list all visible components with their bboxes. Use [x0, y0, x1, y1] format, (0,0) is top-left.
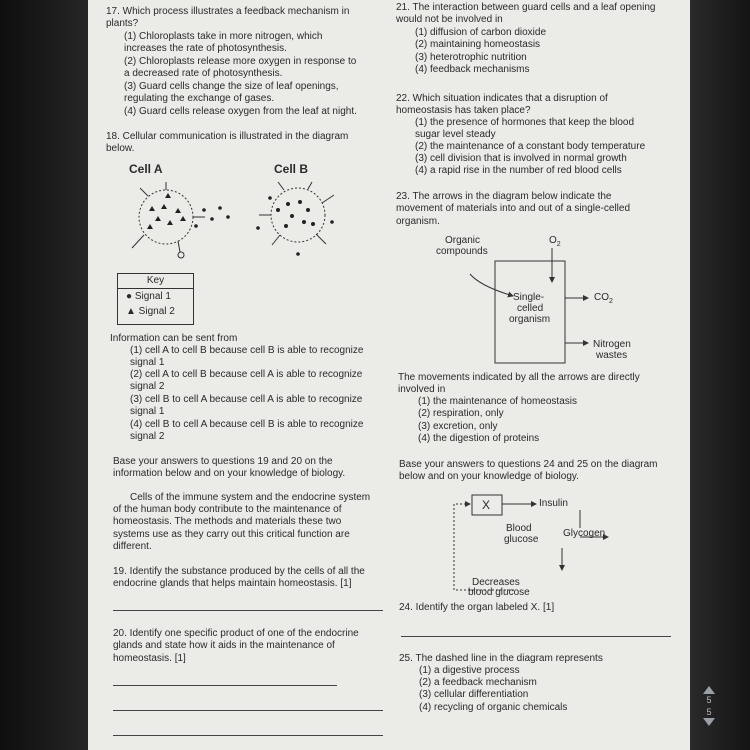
- co2-label: $CO_2$: [594, 292, 613, 305]
- cell-a: [132, 182, 205, 258]
- q23-option: (4) the digestion of proteins: [418, 433, 540, 444]
- q17-option: increases the rate of photosynthesis.: [124, 43, 287, 54]
- q24-answer-line[interactable]: [401, 636, 671, 637]
- organic-label: compounds: [436, 246, 488, 257]
- cell-label: organism: [509, 314, 551, 325]
- insulin-label: Insulin: [539, 498, 568, 509]
- blood-glucose-label: Blood: [506, 523, 532, 534]
- worksheet-page: [88, 0, 690, 750]
- q23-question-line: The movements indicated by all the arrows are directly: [398, 372, 640, 383]
- cell-label: Single-: [513, 292, 545, 303]
- q22-stem-line: homeostasis has taken place?: [396, 105, 531, 116]
- blood-glucose-label: glucose: [504, 534, 539, 545]
- q21-stem-line: would not be involved in: [396, 14, 503, 25]
- q19-line: endocrine glands that helps maintain homeostasis. [1]: [113, 578, 352, 589]
- q20-line: 20. Identify one specific product of one of the endocrine: [113, 628, 359, 639]
- q17-option: (4) Guard cells release oxygen from the leaf at night.: [124, 106, 357, 117]
- decreases-label: blood glucose: [468, 587, 530, 598]
- base-line: Base your answers to questions 19 and 20 on the: [113, 456, 333, 467]
- q21-option: (4) feedback mechanisms: [415, 64, 530, 75]
- q25-option: (2) a feedback mechanism: [419, 677, 537, 688]
- q18-option: (3) cell B to cell A because cell A is able to recognize: [130, 394, 363, 405]
- q24-line: 24. Identify the organ labeled X. [1]: [399, 602, 555, 613]
- q17-option: (3) Guard cells change the size of leaf openings,: [124, 81, 339, 92]
- passage-line: systems use as they carry out this critical function are: [113, 529, 350, 540]
- base-line: Base your answers to questions 24 and 25 on the diagram: [399, 459, 658, 470]
- q22-option: sugar level steady: [415, 129, 496, 140]
- current-page: 5: [706, 695, 712, 705]
- cell-b-label: Cell B: [274, 162, 309, 176]
- cell-label: celled: [517, 303, 544, 314]
- q22-option: (2) the maintenance of a constant body temperature: [415, 141, 646, 152]
- q18-option: (4) cell B to cell A because cell B is able to recognize: [130, 419, 364, 430]
- q23-stem-line: 23. The arrows in the diagram below indicate the: [396, 191, 612, 202]
- q17-option: a decreased rate of photosynthesis.: [124, 68, 283, 79]
- key-signal-2: ▲ Signal 2: [126, 306, 175, 317]
- q23-stem-line: movement of materials into and out of a single-celled: [396, 203, 631, 214]
- passage-line: Cells of the immune system and the endocrine system: [130, 492, 371, 503]
- q17-stem-line: 17. Which process illustrates a feedback mechanism in: [106, 6, 350, 17]
- organic-arrow: [470, 274, 513, 296]
- q18-option: signal 1: [130, 406, 165, 417]
- q20-line: homeostasis. [1]: [113, 653, 186, 664]
- passage-line: of the human body contribute to the maintenance of: [113, 504, 342, 515]
- q17-stem-line: plants?: [106, 18, 139, 29]
- right-dark-margin: [690, 0, 750, 750]
- q20-line: glands and state how it aids in the maintenance of: [113, 640, 335, 651]
- passage-line: different.: [113, 541, 152, 552]
- q21-option: (3) heterotrophic nutrition: [415, 52, 527, 63]
- base-line: below and on your knowledge of biology.: [399, 471, 579, 482]
- q22-option: (4) a rapid rise in the number of red blood cells: [415, 165, 622, 176]
- page-navigator: [702, 686, 716, 726]
- q23-option: (3) excretion, only: [418, 421, 498, 432]
- q25-option: (1) a digestive process: [419, 665, 520, 676]
- q22-stem-line: 22. Which situation indicates that a disruption of: [396, 93, 608, 104]
- q17-option: regulating the exchange of gases.: [124, 93, 275, 104]
- decreases-label: Decreases: [472, 577, 520, 588]
- key-title: Key: [118, 274, 193, 289]
- cell-b: [259, 182, 334, 245]
- cell-signal-diagram: [108, 180, 358, 265]
- organic-label: Organic: [445, 235, 481, 246]
- total-pages: 5: [706, 707, 712, 717]
- q17-option: (2) Chloroplasts release more oxygen in response to: [124, 56, 357, 67]
- q18-info: Information can be sent from: [110, 333, 238, 344]
- q18-option: (2) cell A to cell B because cell A is able to recognize: [130, 369, 363, 380]
- q20-answer-line[interactable]: [113, 735, 383, 736]
- page-up-icon[interactable]: [703, 686, 715, 694]
- q18-stem-line: 18. Cellular communication is illustrated in the diagram: [106, 131, 349, 142]
- q23-option: (2) respiration, only: [418, 408, 504, 419]
- passage-line: homeostasis. The methods and materials these two: [113, 516, 342, 527]
- q18-stem-line: below.: [106, 143, 135, 154]
- page-down-icon[interactable]: [703, 718, 715, 726]
- q21-option: (2) maintaining homeostasis: [415, 39, 541, 50]
- q19-answer-line[interactable]: [113, 610, 383, 611]
- base-line: information below and on your knowledge of biology.: [113, 468, 346, 479]
- glycogen-label: Glycogen: [563, 528, 606, 539]
- nitrogen-label: wastes: [596, 350, 628, 361]
- cell-a-signals: [147, 193, 230, 229]
- q25-option: (3) cellular differentiation: [419, 689, 529, 700]
- q18-option: signal 1: [130, 357, 165, 368]
- signal-key: [117, 273, 194, 325]
- q21-option: (1) diffusion of carbon dioxide: [415, 27, 547, 38]
- cell-b-signals: [256, 196, 334, 256]
- key-signal-1: ● Signal 1: [126, 291, 171, 302]
- q25-stem-line: 25. The dashed line in the diagram represents: [399, 653, 603, 664]
- organ-x-label: X: [482, 498, 491, 512]
- q21-stem-line: 21. The interaction between guard cells and a leaf opening: [396, 2, 656, 13]
- q23-question-line: involved in: [398, 384, 446, 395]
- q20-answer-line[interactable]: [113, 710, 383, 711]
- q22-option: (1) the presence of hormones that keep the blood: [415, 117, 635, 128]
- q18-option: signal 2: [130, 431, 165, 442]
- q23-stem-line: organism.: [396, 216, 440, 227]
- cell-a-label: Cell A: [129, 162, 163, 176]
- left-dark-margin: [0, 0, 88, 750]
- q19-line: 19. Identify the substance produced by the cells of all the: [113, 566, 365, 577]
- o2-label: $O_2$: [549, 235, 561, 248]
- q23-option: (1) the maintenance of homeostasis: [418, 396, 577, 407]
- q18-option: signal 2: [130, 381, 165, 392]
- q22-option: (3) cell division that is involved in normal growth: [415, 153, 627, 164]
- q25-option: (4) recycling of organic chemicals: [419, 702, 568, 713]
- q20-answer-line[interactable]: [113, 685, 337, 686]
- nitrogen-label: Nitrogen: [593, 339, 631, 350]
- q18-option: (1) cell A to cell B because cell B is able to recognize: [130, 345, 364, 356]
- q17-option: (1) Chloroplasts take in more nitrogen, which: [124, 31, 323, 42]
